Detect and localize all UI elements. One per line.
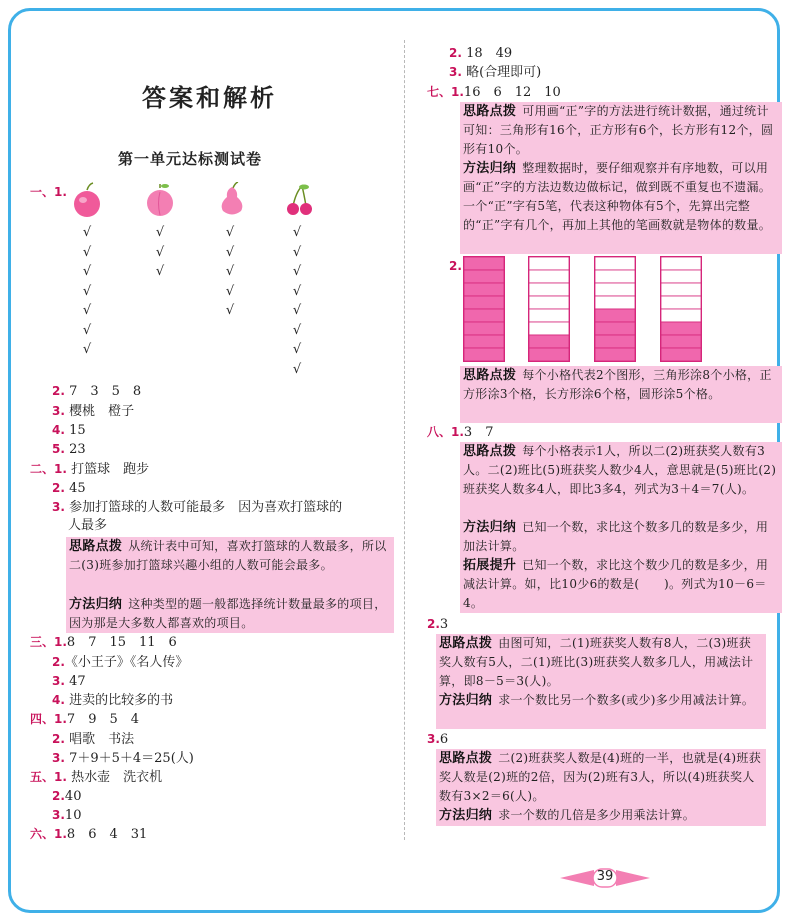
q4-1: 四、1.7 9 5 4 [30,712,140,727]
bar-cell [464,309,504,322]
method-box: 方法归纳 整理数据时，要仔细观察并有序地数，可以用画“正”字的方法边数边做标记，做到既不重复也不遗漏。一个“正”字有5笔，代表这种物体有5个，先算出完整的“正”字有几个，再加上其他的笔画数就是物体的数量。 [460,159,782,254]
section-1-label: 一、1. [30,185,67,199]
q8-1: 八、1.3 7 [427,425,494,440]
q5-2: 2.40 [52,789,82,804]
check-mark: √ [82,322,92,338]
q3-1: 三、1.8 7 15 11 6 [30,635,177,650]
check-mark: √ [155,225,165,240]
check-mark: √ [292,303,302,318]
bar-cell [464,335,504,348]
bar-cell [661,322,701,335]
extension-box: 拓展提升 已知一个数，求比这个数少几的数是多少，用减法计算。如，比10少6的数是( )。列式为10－6＝4。 [460,556,782,613]
q4-2: 2. 唱歌 书法 [52,732,135,747]
q1-3: 3. 樱桃 橙子 [52,404,135,419]
check-mark: √ [292,244,302,260]
q3-3: 3. 47 [52,674,86,689]
check-mark: √ [82,303,92,318]
bar-cell [595,309,635,322]
check-mark: √ [82,342,92,357]
apple-icon [72,182,102,218]
check-mark: √ [292,361,302,377]
bar-cell [661,335,701,348]
q5-1: 五、1. 热水壶 洗衣机 [30,770,163,785]
bar-cell [595,270,635,283]
bar-column [463,256,505,362]
tip-box: 思路点拨 由图可知，二(1)班获奖人数有8人，二(3)班获奖人数有5人，二(1)班比(3)班获奖人数多几人，用减法计算，即8－5＝3(人)。 [436,634,766,691]
bar-cell [529,257,569,270]
peach-icon [145,182,175,218]
column-divider [404,40,405,840]
check-mark: √ [292,225,302,240]
tip-box: 思路点拨 每个小格代表2个图形，三角形涂8个小格，正方形涂3个格，长方形涂6个格，圆形涂5个格。 [460,366,782,423]
bar-cell [529,335,569,348]
q6-1: 六、1.8 6 4 31 [30,827,148,842]
method-box: 方法归纳 这种类型的题一般都选择统计数量最多的项目，因为那是大多数人都喜欢的项目。 [66,595,394,633]
check-mark: √ [155,244,165,260]
check-mark: √ [225,244,235,260]
q8-3: 3.6 [427,732,449,747]
bar-column [594,256,636,362]
bar-cell [595,296,635,309]
check-mark: √ [82,264,92,279]
bar-cell [661,283,701,296]
tip-box: 思路点拨 从统计表中可知，喜欢打篮球的人数最多，所以二(3)班参加打篮球兴趣小组的人数可能会最多。 [66,537,394,595]
bar-cell [529,270,569,283]
bar-cell [529,322,569,335]
bar-cell [661,270,701,283]
bar-cell [595,322,635,335]
bar-cell [464,296,504,309]
q3-2: 2.《小王子》《名人传》 [52,655,189,670]
bar-cell [595,283,635,296]
check-mark: √ [225,283,235,299]
check-mark: √ [225,303,235,318]
tip-box: 思路点拨 二(2)班获奖人数是(4)班的一半，也就是(4)班获奖人数是(2)班的2倍，因为(2)班有3人，所以(4)班获奖人数有3×2＝6(人)。 [436,749,766,806]
method-box: 方法归纳 求一个数的几倍是多少用乘法计算。 [436,806,766,826]
check-mark: √ [225,225,235,240]
bar-cell [661,296,701,309]
q4-3: 3. 7＋9＋5＋4＝25(人) [52,751,194,766]
bar-cell [595,348,635,361]
check-mark: √ [225,264,235,279]
r-q2: 2. 18 49 [449,46,513,61]
tip-box: 思路点拨 每个小格表示1人，所以二(2)班获奖人数有3人。二(2)班比(5)班获奖人数少4人，意思就是(5)班比(2)班获奖人数多4人，即比3多4，列式为3＋4＝7(人)。 [460,442,782,518]
bar-cell [529,348,569,361]
check-mark: √ [155,264,165,279]
bar-column [528,256,570,362]
bar-cell [464,270,504,283]
check-mark: √ [82,225,92,240]
pear-icon [217,182,247,218]
q1-2: 2. 7 3 5 8 [52,384,142,399]
check-mark: √ [292,342,302,357]
q7-2-label: 2. [449,259,462,273]
check-mark: √ [292,264,302,279]
q7-1: 七、1.16 6 12 10 [427,85,561,100]
bar-cell [464,348,504,361]
bar-column [660,256,702,362]
bar-cell [529,296,569,309]
method-box: 方法归纳 求一个数比另一个数多(或少)多少用减法计算。 [436,691,766,729]
q8-2: 2.3 [427,617,449,632]
check-mark: √ [292,322,302,338]
bar-cell [661,257,701,270]
method-box: 方法归纳 已知一个数，求比这个数多几的数是多少，用加法计算。 [460,518,782,556]
cherry-icon [284,182,314,218]
check-mark: √ [82,244,92,260]
bar-cell [595,257,635,270]
bar-cell [529,283,569,296]
q2-2: 2. 45 [52,481,86,496]
q1-4: 4. 15 [52,423,86,438]
bar-cell [529,309,569,322]
q3-4: 4. 进卖的比较多的书 [52,693,174,708]
bar-cell [661,309,701,322]
bar-cell [661,348,701,361]
page-title: 答案和解析 [142,83,277,112]
page-number: 39 [596,869,614,884]
bar-cell [595,335,635,348]
q2-1: 二、1. 打篮球 跑步 [30,462,150,477]
bar-cell [464,257,504,270]
check-mark: √ [82,283,92,299]
q2-3-cont: 人最多 [68,518,108,533]
check-mark: √ [292,283,302,299]
test-title: 第一单元达标测试卷 [118,150,263,168]
r-q3: 3. 略(合理即可) [449,65,542,80]
bar-cell [464,283,504,296]
q2-3: 3. 参加打篮球的人数可能最多 因为喜欢打篮球的 [52,500,343,515]
q5-3: 3.10 [52,808,82,823]
q1-5: 5. 23 [52,442,86,457]
tip-box: 思路点拨 可用画“正”字的方法进行统计数据，通过统计可知：三角形有16个，正方形有6个，长方形有12个，圆形有10个。 [460,102,782,159]
bar-cell [464,322,504,335]
